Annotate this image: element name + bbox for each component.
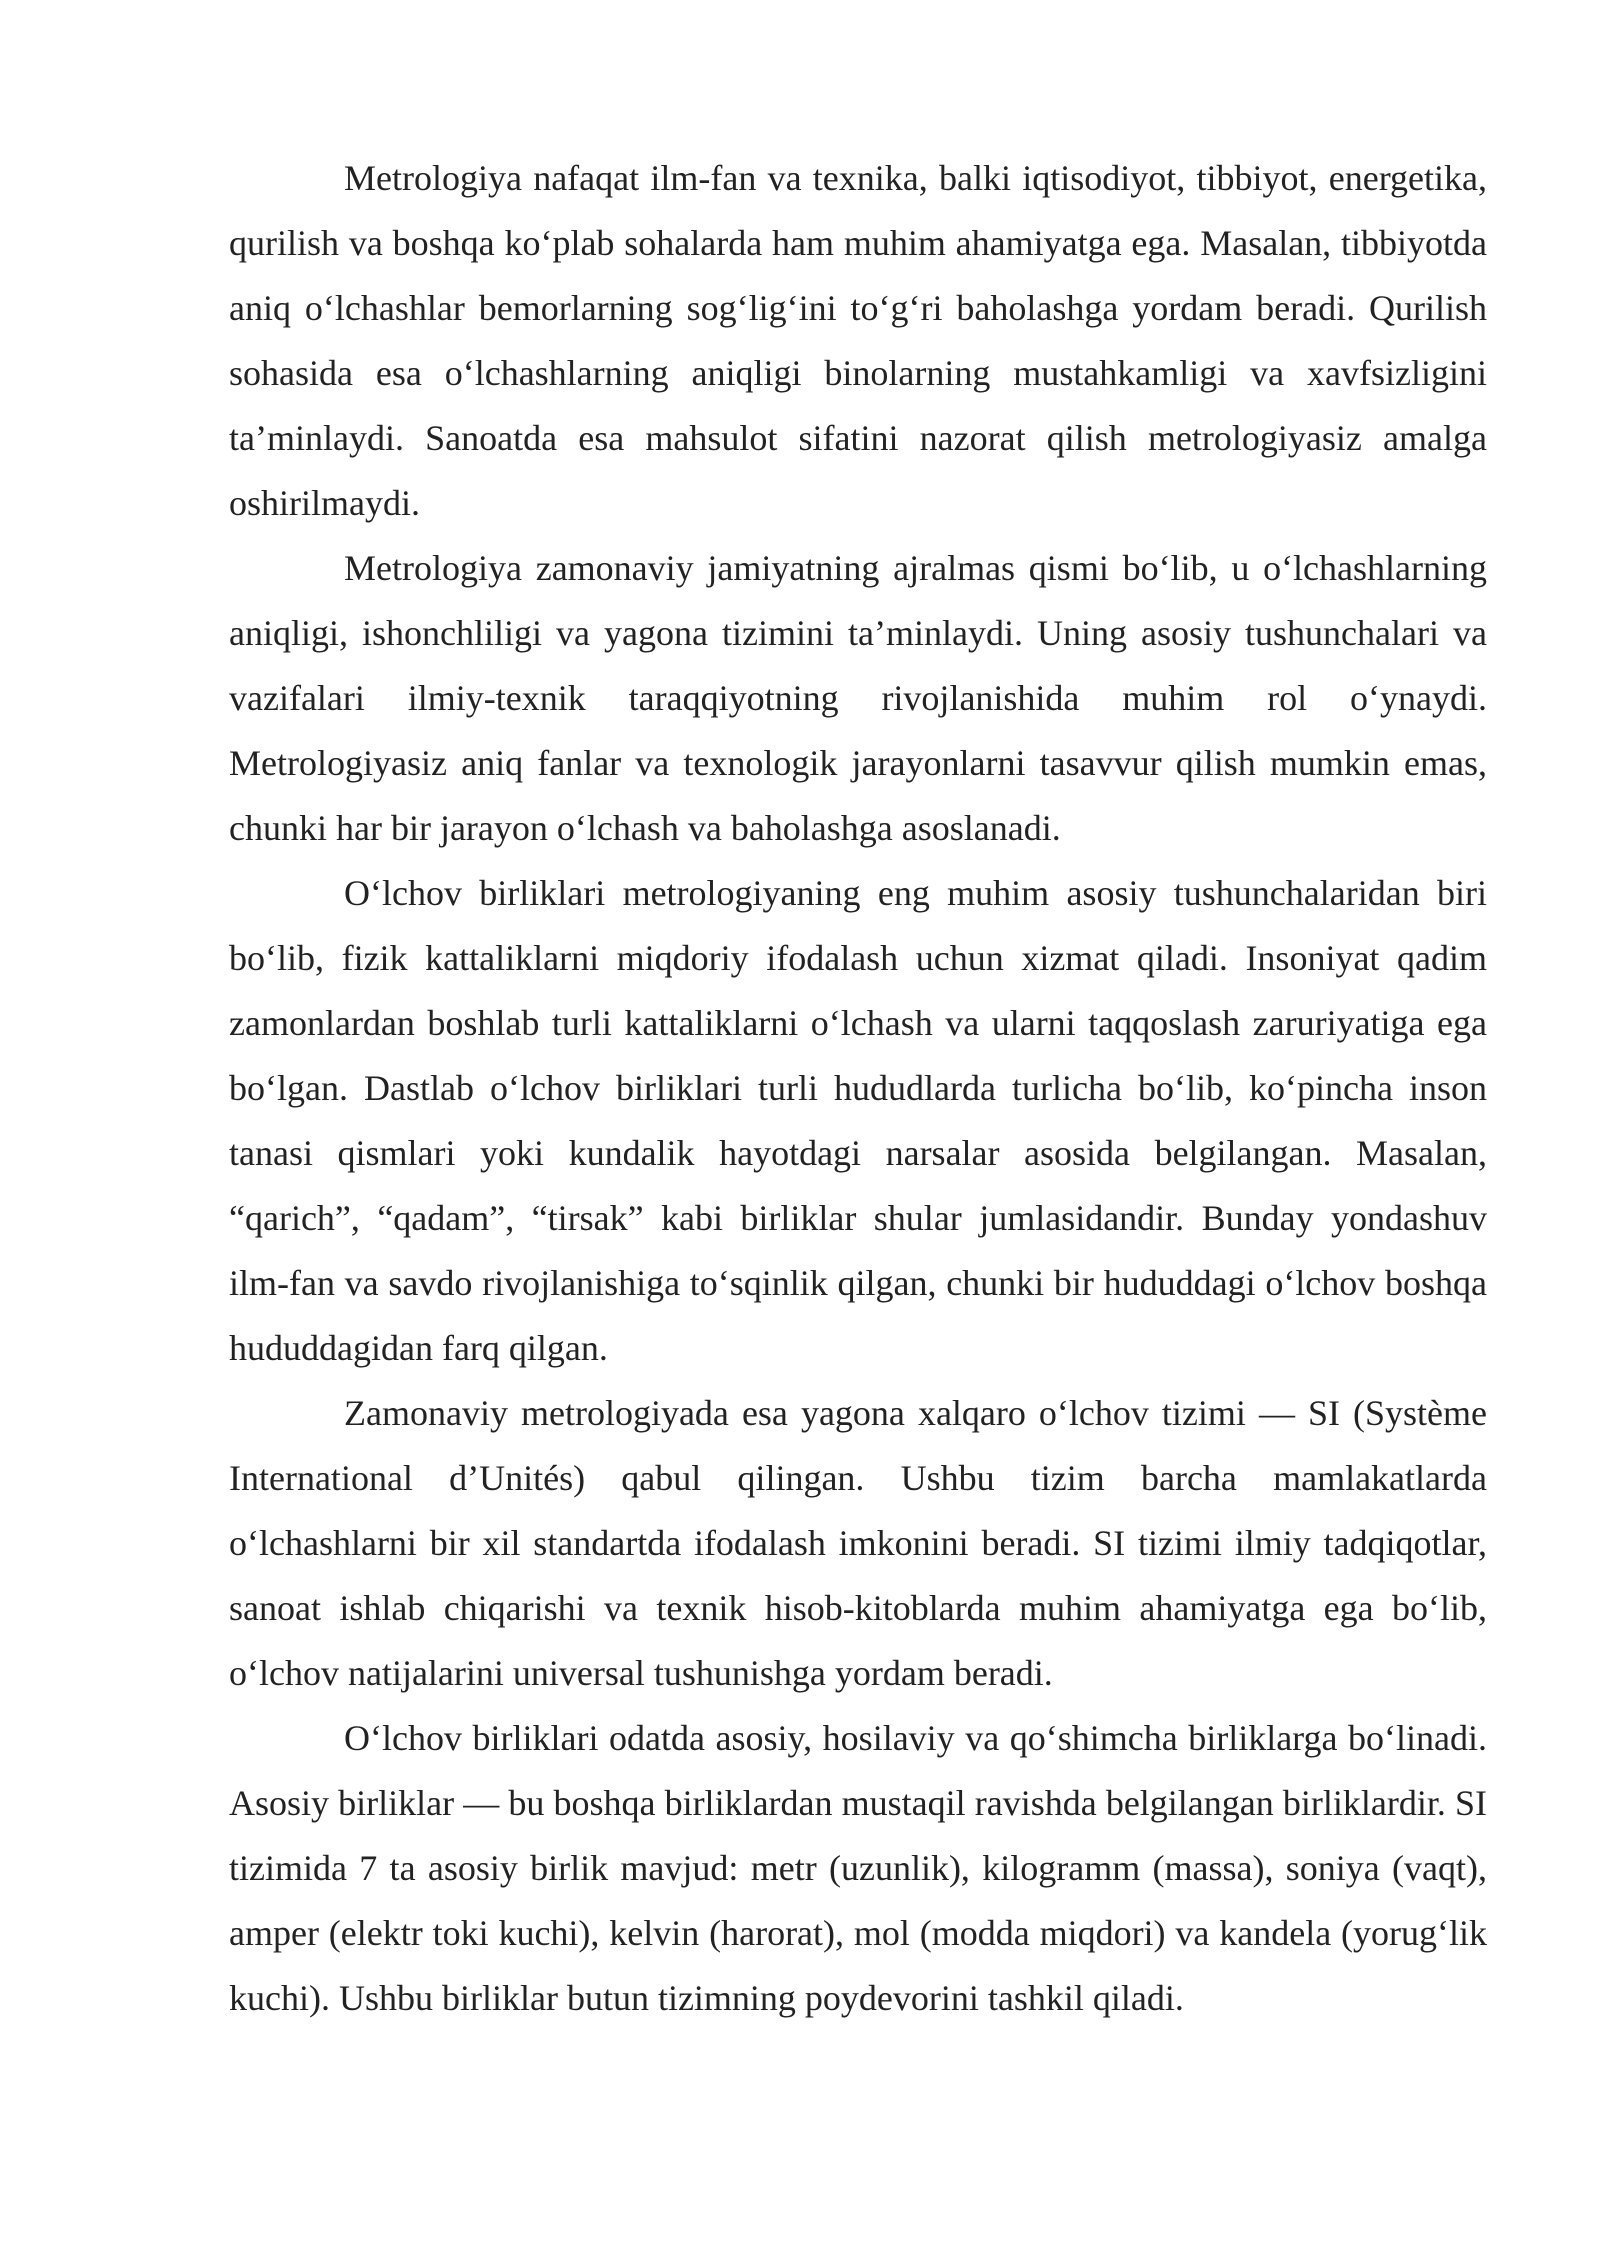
paragraph-metrology-society: Metrologiya zamonaviy jamiyatning ajralmas qismi bo‘lib, u o‘lchashlarning aniqligi, ishonchliligi va yagona tizimini ta’minlaydi. Uning asosiy tushunchalari va vazifalari ilmiy-texnik taraqqiyotning rivojlanishida muhim rol o‘ynaydi. Metrologiyasiz aniq fanlar va texnologik jarayonlarni tasavvur qilish mumkin emas, chunki har bir jarayon o‘lchash va baholashga asoslanadi. <box>229 548 1487 848</box>
document-page <box>229 146 1487 2031</box>
paragraph-base-units: O‘lchov birliklari odatda asosiy, hosilaviy va qo‘shimcha birliklarga bo‘linadi. Asosiy birliklar — bu boshqa birliklardan mustaqil ravishda belgilangan birliklardir. SI tizimida 7 ta asosiy birlik mavjud: metr (uzunlik), kilogramm (massa), soniya (vaqt), amper (elektr toki kuchi), kelvin (harorat), mol (modda miqdori) va kandela (yorug‘lik kuchi). Ushbu birliklar butun tizimning poydevorini tashkil qiladi. <box>229 1718 1487 2018</box>
paragraph-metrology-importance: Metrologiya nafaqat ilm-fan va texnika, balki iqtisodiyot, tibbiyot, energetika, qurilish va boshqa ko‘plab sohalarda ham muhim ahamiyatga ega. Masalan, tibbiyotda aniq o‘lchashlar bemorlarning sog‘lig‘ini to‘g‘ri baholashga yordam beradi. Qurilish sohasida esa o‘lchashlarning aniqligi binolarning mustahkamligi va xavfsizligini ta’minlaydi. Sanoatda esa mahsulot sifatini nazorat qilish metrologiyasiz amalga oshirilmaydi. <box>229 158 1487 523</box>
paragraph-si-system: Zamonaviy metrologiyada esa yagona xalqaro o‘lchov tizimi — SI (Système International d’Unités) qabul qilingan. Ushbu tizim barcha mamlakatlarda o‘lchashlarni bir xil standartda ifodalash imkonini beradi. SI tizimi ilmiy tadqiqotlar, sanoat ishlab chiqarishi va texnik hisob-kitoblarda muhim ahamiyatga ega bo‘lib, o‘lchov natijalarini universal tushunishga yordam beradi. <box>229 1393 1487 1693</box>
paragraph-measurement-units-history: O‘lchov birliklari metrologiyaning eng muhim asosiy tushunchalaridan biri bo‘lib, fizik kattaliklarni miqdoriy ifodalash uchun xizmat qiladi. Insoniyat qadim zamonlardan boshlab turli kattaliklarni o‘lchash va ularni taqqoslash zaruriyatiga ega bo‘lgan. Dastlab o‘lchov birliklari turli hududlarda turlicha bo‘lib, ko‘pincha inson tanasi qismlari yoki kundalik hayotdagi narsalar asosida belgilangan. Masalan, “qarich”, “qadam”, “tirsak” kabi birliklar shular jumlasidandir. Bunday yondashuv ilm-fan va savdo rivojlanishiga to‘sqinlik qilgan, chunki bir hududdagi o‘lchov boshqa hududdagidan farq qilgan. <box>229 873 1487 1368</box>
